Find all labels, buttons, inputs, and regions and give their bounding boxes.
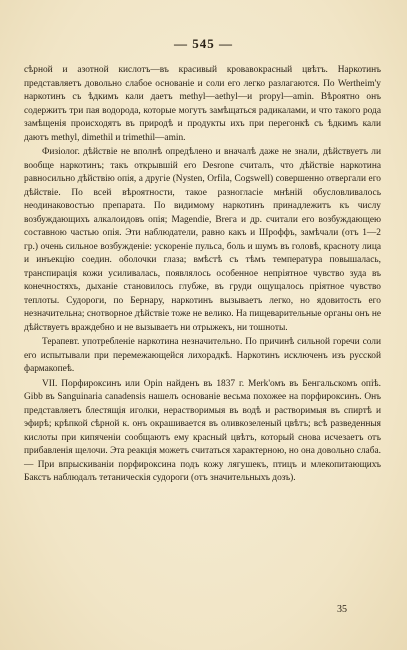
body-text [24, 64, 381, 486]
paragraph-3: Терапевт. употребленіе наркотина незначительно. По причинѣ сильной горечи соли его испытывали при перемежающейся лихорадкѣ. Наркотинъ исключенъ изъ русской фармакопеѣ. [24, 337, 381, 374]
folio-number: 35 [337, 604, 347, 615]
paragraph-4: VII. Порфироксинъ или Opin найденъ въ 1837 г. Merk'омъ въ Бенгальскомъ опіѣ. Gibb въ Sanguinaria canadensis нашелъ основаніе весьма похожее на порфироксинъ. Онъ представляетъ блестящія иголки, нерастворимыя въ водѣ и растворимыя въ спиртѣ и эфирѣ; крѣпкой сѣрной к. онъ окрашивается въ оливкозеленый цвѣтъ; всѣ разведенныя кислоты при кипяченіи сообщаютъ ему красный цвѣтъ, который снова исчезаетъ отъ прибавленія щелочи. Эта реакція можетъ считаться характерною, но она довольно слаба. — При впрыскиваніи порфироксина подъ кожу лягушекъ, птицъ и млекопитающихъ Бакстъ наблюдалъ тетаническія судороги (отъ значительныхъ дозъ). [24, 378, 381, 483]
page-number-header: — 545 — [174, 36, 233, 51]
paragraph-2: Физіолог. дѣйствіе не вполнѣ опредѣлено и вначалѣ даже не знали, дѣйствуетъ ли вообще наркотинъ; такъ открывшій его Desrone считалъ, что дѣйствіе наркотина равносильно дѣйствію опія, а другіе (Nysten, Orfila, Cogswell) совершенно отвергали его дѣйствіе. По всей вѣроятности, такое разногласіе мнѣній обусловливалось неодинаковостью препарата. По видимому наркотинъ принадлежитъ къ числу возбуждающихъ алкалоидовъ опія; Magendie, Breга и др. считали его возбуждающею составною частью опія. Эти наблюдатели, равно какъ и Шроффъ, замѣчали (отъ 1—2 гр.) очень сильное возбужденіе: ускореніе пульса, боль и шумъ въ головѣ, красноту лица и инъекцію соедин. оболочки глаза; вмѣстѣ съ тѣмъ температура повышалась, транспирація кожи усиливалась, появлялось особенное непріятное чувство зуда въ конечностяхъ, дыханіе становилось глубже, въ груди ощущалось пріятное чувство теплоты. Судороги, по Бернару, наркотинъ вызываетъ легко, но ядовитость его незначительна; снотворное дѣйствіе тоже не велико. На пищеварительные органы онъ не дѣйствуетъ враждебно и не вызываетъ ни отрыжекъ, ни тошноты. [24, 147, 381, 333]
paragraph-1: сѣрной и азотной кислотъ—въ красивый кровавокрасный цвѣтъ. Наркотинъ представляетъ довольно слабое основаніе и соли его легко разлагаются. По Wertheim'у наркотинъ съ ѣдкимъ кали даетъ methyl—aethyl—и propyl—amin. Вѣроятно онъ содержитъ три пая водорода, которые могутъ замѣщаться радикалами, и что такого рода замѣщенія происходятъ въ природѣ и продукты ихъ при перегонкѣ съ ѣдкимъ кали даютъ methyl, dimethil и trimethil—amin. [24, 65, 381, 143]
